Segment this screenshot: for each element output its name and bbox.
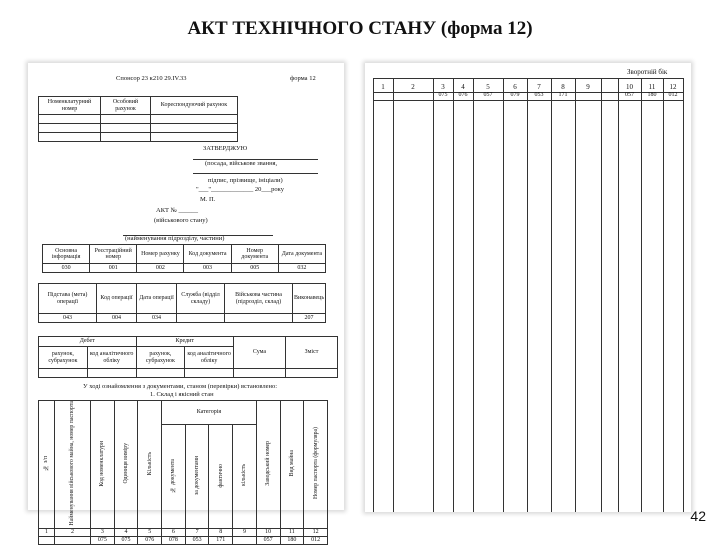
inventory-col-code: 171 (209, 536, 233, 544)
operation-header: Код операції (97, 284, 137, 314)
accounts-header: Кореспондуючий рахунок (151, 97, 238, 115)
doc-info-code: 005 (231, 264, 278, 273)
back-col-number: 2 (411, 83, 415, 91)
back-col-code: 171 (558, 92, 568, 98)
inventory-header: за документами (194, 455, 201, 495)
sum-header: Сума (234, 337, 286, 369)
position-label: (посада, військове звання, (205, 160, 278, 167)
doc-info-code: 030 (43, 264, 90, 273)
debit-sub-header: рахунок, субрахунок (39, 347, 88, 369)
operation-header: Дата операції (137, 284, 177, 314)
inventory-header: Код номенклатури (99, 440, 106, 486)
inventory-col-number: 8 (209, 528, 233, 536)
inventory-header: Номер паспорта (формуляра) (312, 427, 319, 500)
back-col-number: 3 (441, 83, 445, 91)
inventory-col-code: 057 (256, 536, 280, 544)
accounts-table (38, 96, 238, 142)
inventory-header: Вид майна (288, 450, 295, 477)
debit-credit-table (38, 336, 338, 378)
inventory-header: № з/п (43, 456, 50, 471)
back-col-code: 076 (458, 92, 468, 98)
inventory-col-code (39, 536, 55, 544)
inventory-col-number: 2 (55, 528, 91, 536)
signature-label: підпис, прізвище, ініціали) (208, 177, 283, 184)
operation-code: 004 (97, 314, 137, 323)
back-col-number: 12 (669, 83, 677, 91)
inventory-header: Заводський номер (265, 440, 272, 486)
inventory-col-number: 3 (91, 528, 115, 536)
back-col-code: 057 (483, 92, 493, 98)
inventory-col-code: 076 (138, 536, 162, 544)
credit-header: Кредит (136, 337, 234, 347)
debit-header: Дебет (39, 337, 137, 347)
inventory-col-number: 11 (280, 528, 304, 536)
credit-sub-header: код аналітичного обліку (185, 347, 234, 369)
inventory-col-number: 7 (185, 528, 209, 536)
back-col-number: 5 (486, 83, 490, 91)
note-header: Зміст (286, 337, 338, 369)
category-header: Категорія (162, 401, 257, 425)
back-side-header: Зворотній бік (627, 68, 668, 76)
back-col-number: 4 (461, 83, 465, 91)
back-col-number: 11 (648, 83, 656, 91)
debit-sub-header: код аналітичного обліку (87, 347, 136, 369)
back-col-code: 079 (510, 92, 520, 98)
page-number: 42 (690, 508, 706, 524)
inventory-header: № документа (170, 458, 177, 493)
document-info-table (42, 244, 326, 273)
operation-header: Служба (відділ складу) (177, 284, 225, 314)
inventory-header: кількість (241, 464, 248, 487)
inventory-header: Кількість (146, 451, 153, 475)
accounts-header: Особовий рахунок (101, 97, 151, 115)
operation-code (225, 314, 293, 323)
commission-text: У ході ознайомлення з документами, станом (перевірки) встановлено: (83, 383, 278, 390)
inventory-col-code: 075 (114, 536, 138, 544)
date-line: "___"_____________ 20___року (196, 186, 284, 193)
back-col-number: 9 (586, 83, 590, 91)
operation-table (38, 283, 326, 323)
inventory-header: Одиниця виміру (122, 443, 129, 484)
back-col-number: 7 (537, 83, 541, 91)
accounts-header: Номенклатурний номер (39, 97, 101, 115)
form-header-right: форма 12 (290, 75, 316, 82)
operation-header: Військова частина (підрозділ, склад) (225, 284, 293, 314)
operation-header: Підстава (мета) операції (39, 284, 97, 314)
doc-info-header: Дата документа (278, 245, 325, 264)
stamp-label: М. П. (200, 196, 216, 203)
operation-header: Виконавець (293, 284, 326, 314)
approve-label: ЗАТВЕРДЖУЮ (203, 145, 248, 152)
inventory-col-code: 075 (91, 536, 115, 544)
slide-title: АКТ ТЕХНІЧНОГО СТАНУ (форма 12) (187, 18, 533, 39)
inventory-col-number: 6 (162, 528, 186, 536)
form-front-page (28, 63, 344, 544)
back-col-code: 180 (647, 92, 657, 98)
inventory-col-number: 1 (39, 528, 55, 536)
inventory-col-number: 5 (138, 528, 162, 536)
doc-info-header: Основна інформація (43, 245, 90, 264)
back-col-number: 6 (513, 83, 517, 91)
inventory-col-code: 180 (280, 536, 304, 544)
inventory-col-number: 12 (304, 528, 328, 536)
subdivision-label: (найменування підрозділу, частини) (125, 235, 225, 242)
back-col-number: 10 (626, 83, 633, 91)
back-col-code: 053 (534, 92, 544, 98)
doc-info-header: Код документа (184, 245, 231, 264)
doc-info-code: 001 (90, 264, 137, 273)
operation-code: 034 (137, 314, 177, 323)
doc-info-code: 032 (278, 264, 325, 273)
inventory-col-code: 053 (185, 536, 209, 544)
credit-sub-header: рахунок, субрахунок (136, 347, 185, 369)
back-col-code: 075 (438, 92, 448, 98)
unit-label: (військового стану) (154, 217, 208, 224)
inventory-col-code (55, 536, 91, 544)
form-back-page (365, 63, 691, 512)
inventory-col-code (233, 536, 257, 544)
inventory-col-code: 078 (162, 536, 186, 544)
commission-subtext: 1. Склад і якісний стан (150, 391, 214, 398)
doc-info-code: 003 (184, 264, 231, 273)
doc-info-code: 002 (137, 264, 184, 273)
operation-code: 207 (293, 314, 326, 323)
operation-code: 043 (39, 314, 97, 323)
back-col-number: 8 (561, 83, 565, 91)
inventory-col-number: 9 (233, 528, 257, 536)
inventory-table (38, 400, 328, 545)
inventory-col-code: 012 (304, 536, 328, 544)
doc-info-header: Номер рахунку (137, 245, 184, 264)
inventory-header: фактично (217, 463, 224, 488)
back-col-code: 057 (625, 92, 634, 98)
form-header-left: Спонсор 23 к210 29.ІV.33 (116, 75, 187, 82)
inventory-col-number: 4 (114, 528, 138, 536)
doc-info-header: Номер документа (231, 245, 278, 264)
inventory-header: Найменування військового майна, номер паспорта (69, 401, 76, 526)
inventory-col-number: 10 (256, 528, 280, 536)
doc-info-header: Реєстраційний номер (90, 245, 137, 264)
operation-code (177, 314, 225, 323)
act-number: АКТ № ______ (156, 207, 198, 214)
back-col-number: 1 (381, 83, 385, 91)
back-col-code: 012 (668, 92, 678, 98)
